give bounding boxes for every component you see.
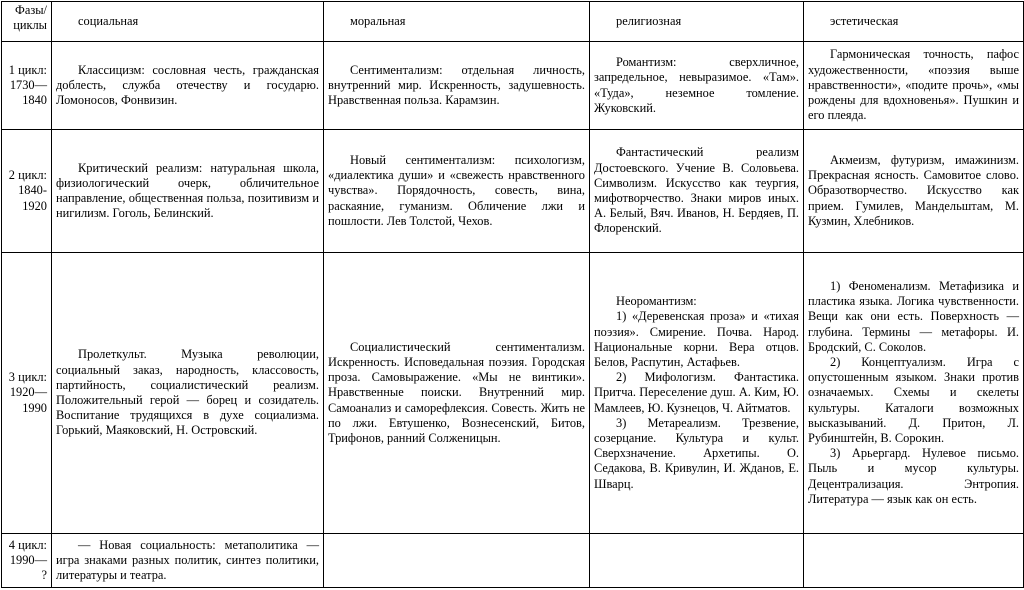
aesthetic-cell [804, 253, 1024, 534]
cell-text: — Новая социальность: метаполитика — игра знаками разных политик, синтез политики, литературы и театра. [56, 537, 319, 583]
social-cell [52, 253, 324, 534]
aesthetic-cell [804, 534, 1024, 588]
header-row [2, 2, 1024, 42]
religious-cell [590, 130, 804, 253]
cell-text: Классицизм: сословная честь, гражданская доблесть, служба отечеству и государю. Ломоносов, Фонвизин. [56, 62, 319, 108]
cell-text: Социалистический сентиментализм. Искренность. Исповедальная поэзия. Городская проза. Самовыражение. «Мы не винтики». Нравственные поиски. Внутренний мир. Самоанализ и саморефлексия. Совесть. Жить не по лжи. Евтушенко, Вознесенский, Битов, Трифонов, ранний Солженицын. [328, 339, 585, 445]
religious-cell [590, 42, 804, 130]
cell-text: Фантастический реализм Достоевского. Учение В. Соловьева. Символизм. Искусство как теургия, мифотворчество. Знаки миров иных. А. Белый, Вяч. Иванов, Н. Бердяев, П. Флоренский. [594, 145, 799, 236]
table-row [2, 130, 1024, 253]
cell-text: 3) Арьергард. Нулевое письмо. Пыль и мусор культуры. Децентрализация. Энтропия. Литература — язык как он есть. [808, 446, 1019, 506]
header-aesthetic: эстетическая [804, 2, 1024, 42]
phase-cell: 2 цикл: 1840- 1920 [2, 130, 52, 253]
header-religious: религиозная [590, 2, 804, 42]
header-social: социальная [52, 2, 324, 42]
cell-text: Романтизм: сверхличное, запредельное, невыразимое. «Там». «Туда», неземное томление. Жуковский. [594, 55, 799, 115]
header-phases: Фазы/ циклы [2, 2, 52, 42]
aesthetic-cell [804, 130, 1024, 253]
social-cell [52, 130, 324, 253]
cell-text: Критический реализм: натуральная школа, физиологический очерк, обличительное направление, общественная польза, позитивизм и нигилизм. Гоголь, Белинский. [56, 160, 319, 221]
phase-cell: 1 цикл: 1730— 1840 [2, 42, 52, 130]
document-page [1, 1, 1024, 588]
table-row [2, 534, 1024, 588]
moral-cell [324, 42, 590, 130]
social-cell [52, 534, 324, 588]
moral-cell [324, 253, 590, 534]
cell-text: 1) Феноменализм. Метафизика и пластика языка. Логика чувственности. Вещи как они есть. Поверхность — глубина. Термины — метафоры. И. Бродский, С. Соколов. [808, 278, 1019, 354]
cell-text: Сентиментализм: отдельная личность, внутренний мир. Искренность, задушевность. Нравственная польза. Карамзин. [328, 62, 585, 108]
literature-cycles-table [1, 1, 1024, 588]
cell-text: Неоромантизм: [616, 294, 697, 309]
moral-cell [324, 534, 590, 588]
header-moral: моральная [324, 2, 590, 42]
table-row [2, 253, 1024, 534]
cell-text: Гармоническая точность, пафос художественности, «поэзия выше нравственности», «подите прочь», «мы рождены для вдохновенья». Пушкин и его плеяда. [808, 47, 1019, 123]
religious-cell [590, 253, 804, 534]
cell-text: 1) «Деревенская проза» и «тихая поэзия». Смирение. Почва. Народ. Национальные корни. Вера отцов. Белов, Распутин, Астафьев. [594, 309, 799, 369]
phase-cell: 4 цикл: 1990— ? [2, 534, 52, 588]
cell-text: 2) Концептуализм. Игра с опустошенным языком. Знаки против означаемых. Схемы и скелеты культуры. Каталоги возможных высказываний. Д. Притон, Л. Рубинштейн, В. Сорокин. [808, 354, 1019, 445]
social-cell [52, 42, 324, 130]
phase-cell: 3 цикл: 1920— 1990 [2, 253, 52, 534]
cell-text: Новый сентиментализм: психологизм, «диалектика души» и «свежесть нравственного чувства». Порядочность, совесть, вина, раскаяние, гуманизм. Обличение лжи и пошлости. Лев Толстой, Чехов. [328, 152, 585, 228]
religious-cell [590, 534, 804, 588]
cell-text: 3) Метареализм. Трезвение, созерцание. Культура и культ. Сверхзначение. Архетипы. О. Седакова, В. Кривулин, И. Жданов, Е. Шварц. [594, 415, 799, 491]
table-row [2, 42, 1024, 130]
aesthetic-cell [804, 42, 1024, 130]
cell-text: Акмеизм, футуризм, имажинизм. Прекрасная ясность. Самовитое слово. Образотворчество. Искусство как прием. Гумилев, Мандельштам, М. Кузмин, Хлебников. [808, 152, 1019, 228]
cell-text: Пролеткульт. Музыка революции, социальный заказ, народность, классовость, партийность, социалистический реализм. Положительный герой — борец и созидатель. Воспитание трудящихся в духе социализма. Горький, Маяковский, Н. Островский. [56, 347, 319, 438]
moral-cell [324, 130, 590, 253]
cell-text: 2) Мифологизм. Фантастика. Притча. Переселение душ. А. Ким, Ю. Мамлеев, Ю. Кузнецов, Ч. Айтматов. [594, 370, 799, 415]
